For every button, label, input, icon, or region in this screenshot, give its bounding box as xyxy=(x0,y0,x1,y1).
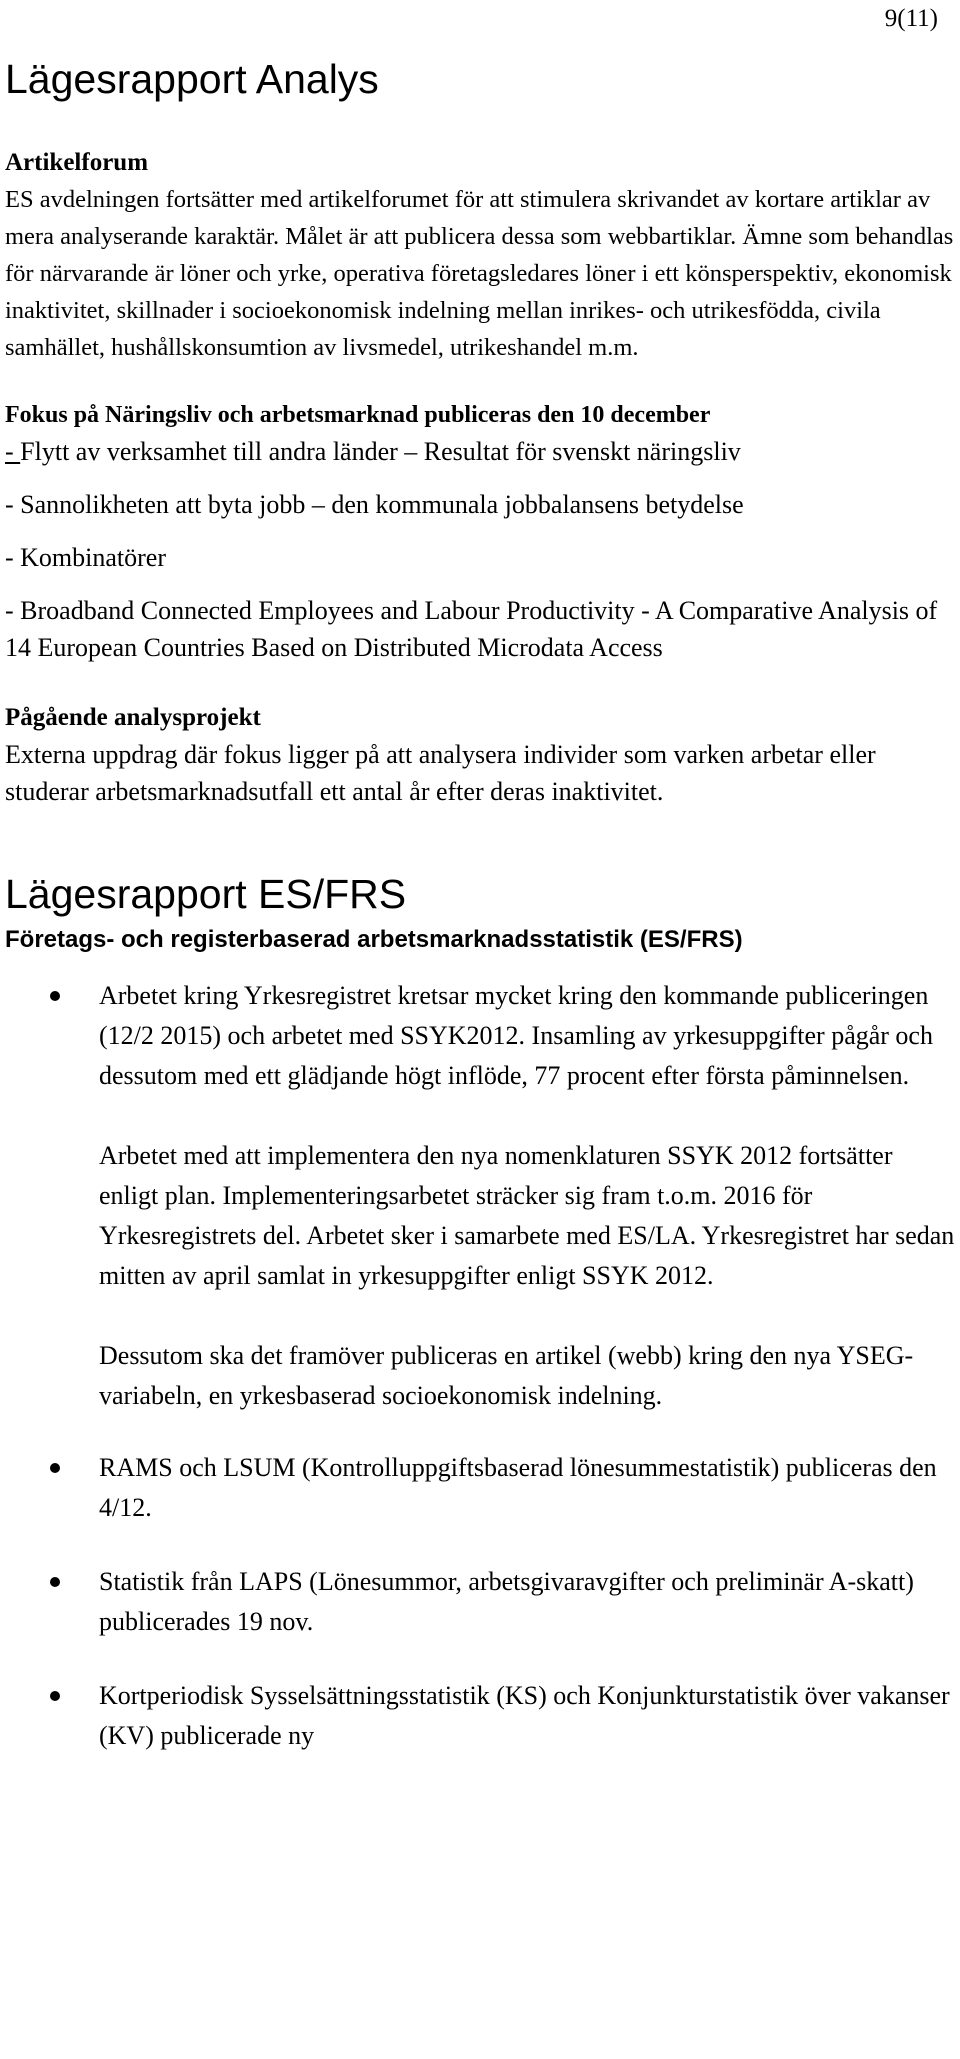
fokus-item: - Sannolikheten att byta jobb – den kommunala jobbalansens betydelse xyxy=(5,490,744,519)
list-item-text: RAMS och LSUM (Kontrolluppgiftsbaserad lönesummestatistik) publiceras den 4/12. xyxy=(99,1453,937,1522)
section-title-esfrs: Lägesrapport ES/FRS xyxy=(5,871,407,917)
page-number: 9(11) xyxy=(884,5,938,32)
artikelforum-paragraph: ES avdelningen fortsätter med artikelforumet för att stimulera skrivandet av kortare artiklar av mera analyserande karaktär. Målet är att publicera dessa som webbartiklar. Ämne som behandlas för närvarande är löner och yrke, operativa företagsledares löner i ett könsperspektiv, ekonomisk inaktivitet, skillnader i socioekonomisk indelning mellan inrikes- och utrikesfödda, civila samhället, hushållskonsumtion av livsmedel, utrikeshandel m.m. xyxy=(5,186,954,361)
fokus-item-dash: - xyxy=(5,437,21,466)
section-subtitle-esfrs: Företags- och registerbaserad arbetsmarknadsstatistik (ES/FRS) xyxy=(5,926,743,953)
fokus-item: - Kombinatörer xyxy=(5,543,167,572)
section-title-analys: Lägesrapport Analys xyxy=(5,56,379,102)
esfrs-bullet-list-continued xyxy=(5,1448,955,1756)
list-item-text: Arbetet kring Yrkesregistret kretsar mycket kring den kommande publiceringen (12/2 2015) och arbetet med SSYK2012. Insamling av yrkesuppgifter pågår och dessutom med ett glädjande högt inflöde, 77 procent efter första påminnelsen. xyxy=(99,981,933,1090)
list-subparagraph: Arbetet med att implementera den nya nomenklaturen SSYK 2012 fortsätter enligt plan. Implementeringsarbetet sträcker sig fram t.o.m. 2016 för Yrkesregistrets del. Arbetet sker i samarbete med ES/LA. Yrkesregistret har sedan mitten av april samlat in yrkesuppgifter enligt SSYK 2012. xyxy=(99,1141,955,1290)
bullet-icon xyxy=(50,1463,60,1473)
list-item xyxy=(5,1562,955,1642)
fokus-item: - Broadband Connected Employees and Labour Productivity - A Comparative Analysis of 14 European Countries Based on Distributed Microdata Access xyxy=(5,596,938,662)
esfrs-bullet-list xyxy=(5,976,955,1096)
list-item xyxy=(5,976,955,1096)
fokus-heading: Fokus på Näringsliv och arbetsmarknad publiceras den 10 december xyxy=(5,402,711,428)
fokus-item xyxy=(5,433,955,470)
pagaende-paragraph: Externa uppdrag där fokus ligger på att analysera individer som varken arbetar eller studerar arbetsmarknadsutfall ett antal år efter deras inaktivitet. xyxy=(5,740,876,806)
bullet-icon xyxy=(50,991,60,1001)
bullet-icon xyxy=(50,1691,60,1701)
list-item-text: Statistik från LAPS (Lönesummor, arbetsgivaravgifter och preliminär A-skatt) publicerades 19 nov. xyxy=(99,1567,914,1636)
list-item xyxy=(5,1676,955,1756)
list-item-text: Kortperiodisk Sysselsättningsstatistik (KS) och Konjunkturstatistik över vakanser (KV) publicerade ny xyxy=(99,1681,950,1750)
document-body xyxy=(5,55,955,1756)
bullet-icon xyxy=(50,1577,60,1587)
artikelforum-heading: Artikelforum xyxy=(5,149,149,176)
fokus-item-text: Flytt av verksamhet till andra länder – Resultat för svenskt näringsliv xyxy=(20,437,741,466)
list-subparagraph: Dessutom ska det framöver publiceras en artikel (webb) kring den nya YSEG-variabeln, en yrkesbaserad socioekonomisk indelning. xyxy=(99,1341,914,1410)
list-item xyxy=(5,1448,955,1528)
pagaende-heading: Pågående analysprojekt xyxy=(5,704,261,731)
